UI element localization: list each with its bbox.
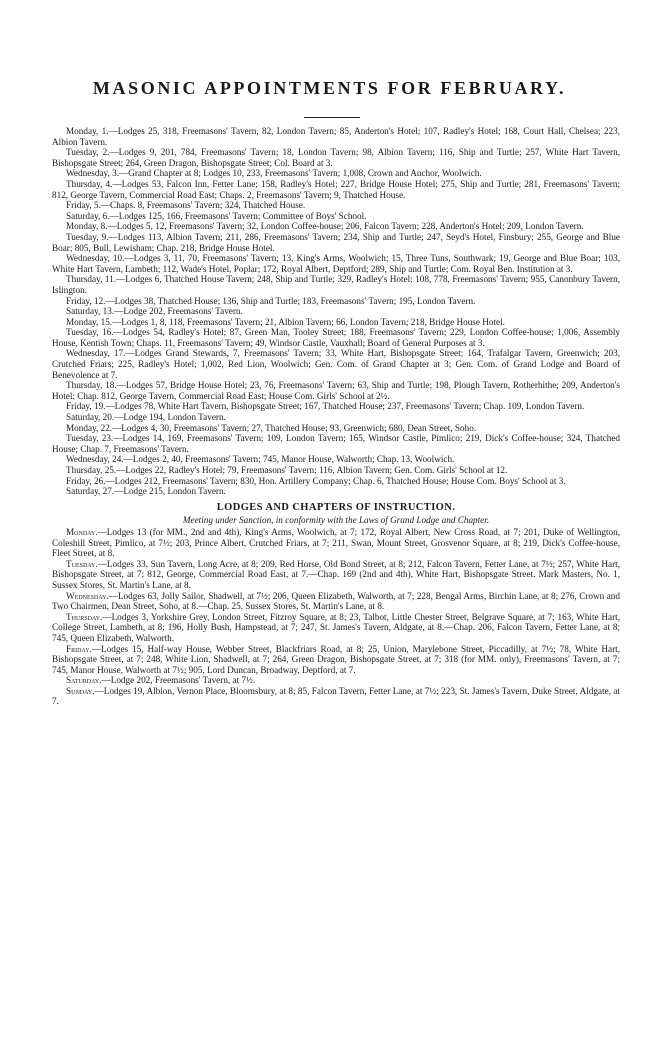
appointment-entry: Saturday, 13.—Lodge 202, Freemasons' Tavern. (66, 306, 243, 317)
page-body (52, 126, 620, 707)
instruction-day: Wednesday. (66, 590, 109, 601)
instruction-entry (52, 686, 620, 707)
instruction-text: —Lodges 3, Yorkshire Grey, London Street, Fitzroy Square, at 8; 23, Talbot, Little Chester Street, Belgrave Square, at 7; 163, White Hart, College Street, Lambeth, at 8; 196, Holly Bush, Hampstead, at 7; 247, St. James's Tavern, Aldgate, at 8.—Chap. 206, Falcon Tavern, Fetter Lane, at 8; 745, Queen Elizabeth, Walworth. (52, 611, 620, 643)
appointment-entry: Monday, 8.—Lodges 5, 12, Freemasons' Tavern; 32, London Coffee-house; 206, Falcon Tavern; 228, Anderton's Hotel; 209, London Tavern. (66, 221, 584, 232)
appointment-entry: Wednesday, 24.—Lodges 2, 40, Freemasons' Tavern; 745, Manor House, Walworth; Chap. 13, Woolwich. (66, 454, 455, 465)
instruction-heading: LODGES AND CHAPTERS OF INSTRUCTION. (216, 501, 456, 513)
instruction-day: Monday. (66, 526, 98, 537)
instruction-day: Friday. (66, 643, 92, 654)
appointment-entry: Friday, 26.—Lodges 212, Freemasons' Tavern; 830, Hon. Artillery Company; Chap. 6, Thatched House; House Com. Boys' School at 3. (66, 475, 566, 486)
instruction-entry (52, 559, 620, 591)
appointment-entry: Tuesday, 9.—Lodges 113, Albion Tavern; 211, 286, Freemasons' Tavern; 234, Ship and Turtle; 247, Seyd's Hotel, Finsbury; 255, George and Blue Boar; 805, Bull, Lewisham; Chap. 218, Bridge House Hotel. (52, 231, 620, 253)
title-rule (304, 117, 360, 118)
instruction-entry (52, 527, 620, 559)
appointment-entry: Saturday, 6.—Lodges 125, 166, Freemasons' Tavern; Committee of Boys' School. (66, 210, 367, 221)
appointment-entry: Friday, 5.—Chaps. 8, Freemasons' Tavern; 324, Thatched House. (66, 200, 306, 211)
instruction-text: —Lodges 19, Albion, Vernon Place, Bloomsbury, at 8; 85, Falcon Tavern, Fetter Lane, at 7½; 223, St. James's Tavern, Duke Street, Aldgate, at 7. (52, 685, 620, 707)
appointment-entry: Tuesday, 16.—Lodges 54, Radley's Hotel; 87, Green Man, Tooley Street; 188, Freemasons' Tavern; 229, London Coffee-house; 1,006, Assembly House, Kentish Town; Chaps. 11, Freemasons' Tavern; 49, Windsor Castle, Vauxhall; Board of General Purposes at 3. (52, 327, 620, 348)
appointment-entry: Thursday, 4.—Lodges 53, Falcon Inn, Fetter Lane; 158, Radley's Hotel; 227, Bridge House Hotel; 275, Ship and Turtle; 281, Freemasons' Tavern; 812, George Tavern, Commercial Road East; Chaps. 2, Freemasons' Tavern; 9, Thatched House. (52, 178, 620, 200)
instruction-day: Tuesday. (66, 558, 98, 569)
instruction-entry (52, 591, 620, 612)
instruction-entry (52, 644, 620, 676)
appointment-entry: Thursday, 25.—Lodges 22, Radley's Hotel; 79, Freemasons' Tavern; 116, Albion Tavern; Gen. Com. Girls' School at 12. (66, 465, 508, 475)
appointment-entry: Wednesday, 10.—Lodges 3, 11, 70, Freemasons' Tavern; 13, King's Arms, Woolwich; 15, Three Tuns, Southwark; 19, George and Blue Boar; 103, White Hart Tavern, Lambeth; 112, Wade's Hotel, Poplar; 172, Royal Albert, Deptford; 289, Ship and Turtle; Com. Royal Ben. Institution at 3. (52, 253, 620, 274)
appointment-entry: Friday, 12.—Lodges 38, Thatched House; 136, Ship and Turtle; 183, Freemasons' Tavern; 195, London Tavern. (66, 295, 476, 306)
instruction-day: Thursday. (66, 611, 103, 622)
instruction-text: —Lodges 63, Jolly Sailor, Shadwell, at 7½; 206, Queen Elizabeth, Walworth, at 7; 228, Bengal Arms, Birchin Lane, at 8; 276, Crown and Two Chairmen, Dean Street, Soho, at 8.—Chap. 25, Sussex Stores, St. Martin's Lane, at 8. (52, 590, 620, 612)
appointment-entry: Tuesday, 23.—Lodges 14, 169, Freemasons' Tavern; 109, London Tavern; 165, Windsor Castle, Pimlico; 219, Dick's Coffee-house; 324, Thatched House; Chap. 7, Freemasons' Tavern. (52, 433, 620, 454)
instruction-entry (52, 675, 620, 686)
appointment-entry: Thursday, 11.—Lodges 6, Thatched House Tavern; 248, Ship and Turtle; 329, Radley's Hotel; 108, 778, Freemasons' Tavern; 955, Canonbury Tavern, Islington. (52, 274, 620, 295)
instruction-entry (52, 612, 620, 644)
appointments-list (52, 126, 620, 497)
appointment-entry: Tuesday, 2.—Lodges 9, 201, 784, Freemasons' Tavern; 18, London Tavern; 98, Albion Tavern; 116, Ship and Turtle; 257, White Hart Tavern, Bishopsgate Street; 264, Green Dragon, Bishopsgate Street; Col. Board at 3. (52, 147, 620, 168)
appointment-entry: Thursday, 18.—Lodges 57, Bridge House Hotel; 23, 76, Freemasons' Tavern; 63, Ship and Turtle; 198, Plough Tavern, Rotherhithe; 209, Anderton's Hotel; Chap. 812, George Tavern, Commercial Road East; House Com. Girls' School at 2½. (52, 380, 620, 401)
instruction-text: —Lodges 15, Half-way House, Webber Street, Blackfriars Road, at 8; 25, Union, Marylebone Street, Piccadilly, at 7½; 78, White Hart, Bishopsgate Street, at 7; 248, White Lion, Shadwell, at 7; 264, Green Dragon, Bishopsgate Street, at 7; 318 (for MM. only), Freemasons' Tavern, at 7; 745, Manor House, Walworth at 7½; 905, Lord Duncan, Broadway, Deptford, at 7. (52, 643, 620, 675)
appointment-entry: Saturday, 20.—Lodge 194, London Tavern. (66, 412, 226, 423)
page-title: MASONIC APPOINTMENTS FOR FEBRUARY. (92, 78, 567, 98)
appointment-entry: Friday, 19.—Lodges 78, White Hart Tavern, Bishopsgate Street; 167, Thatched House; 237, Freemasons' Tavern; Chap. 109, London Tavern. (66, 401, 585, 412)
instruction-text: —Lodges 13 (for MM., 2nd and 4th), King's Arms, Woolwich, at 7; 172, Royal Albert, New Cross Road, at 7; 201, Duke of Wellington, Coleshill Street, Pimlico, at 7½; 203, Prince Albert, Crutched Friars, at 7; 211, Swan, Mount Street, Grosvenor Square, at 8; 219, Dick's Coffee-house, Fleet Street, at 8. (52, 526, 620, 559)
appointment-entry: Monday, 22.—Lodges 4, 30, Freemasons' Tavern; 27, Thatched House; 93, Greenwich; 680, Dean Street, Soho. (66, 422, 477, 433)
instruction-list (52, 527, 620, 707)
instruction-text: —Lodge 202, Freemasons' Tavern, at 7½. (101, 675, 256, 686)
appointment-entry: Saturday, 27.—Lodge 215, London Tavern. (66, 486, 226, 497)
appointment-entry: Wednesday, 3.—Grand Chapter at 8; Lodges 10, 233, Freemasons' Tavern; 1,008, Crown and Anchor, Woolwich. (66, 168, 482, 179)
instruction-day: Saturday. (66, 675, 102, 686)
appointment-entry: Wednesday, 17.—Lodges Grand Stewards, 7, Freemasons' Tavern; 33, White Hart, Bishopsgate Street; 164, Trafalgar Tavern, Greenwich; 203, Crutched Friars; 225, Radley's Hotel; 1,002, Red Lion, Woolwich; Gen. Com. of Grand Chapter at 3; Gen. Com. of Grand Lodge and Board of Benevolence at 7. (52, 348, 620, 380)
instruction-text: —Lodges 33, Sun Tavern, Long Acre, at 8; 209, Red Horse, Old Bond Street, at 8; 212, Falcon Tavern, Fetter Lane, at 7½; 257, White Hart, Bishopsgate Street, at 7; 812, George, Commercial Road East, at 7.—Chap. 169 (2nd and 4th), White Hart, Bishopsgate Street. Mark Masters, No. 1, Sussex Stores, St. Martin's Lane, at 8. (52, 558, 620, 590)
appointment-entry: Monday, 15.—Lodges 1, 8, 118, Freemasons' Tavern; 21, Albion Tavern; 66, London Tavern; 218, Bridge House Hotel. (66, 316, 505, 327)
instruction-day: Sunday. (66, 685, 95, 696)
instruction-subheading: Meeting under Sanction, in conformity with the Laws of Grand Lodge and Chapter. (182, 515, 490, 526)
appointment-entry: Monday, 1.—Lodges 25, 318, Freemasons' Tavern, 82, London Tavern; 85, Anderton's Hotel; 107, Radley's Hotel; 168, Court Hall, Chelsea; 223, Albion Tavern. (52, 126, 620, 147)
